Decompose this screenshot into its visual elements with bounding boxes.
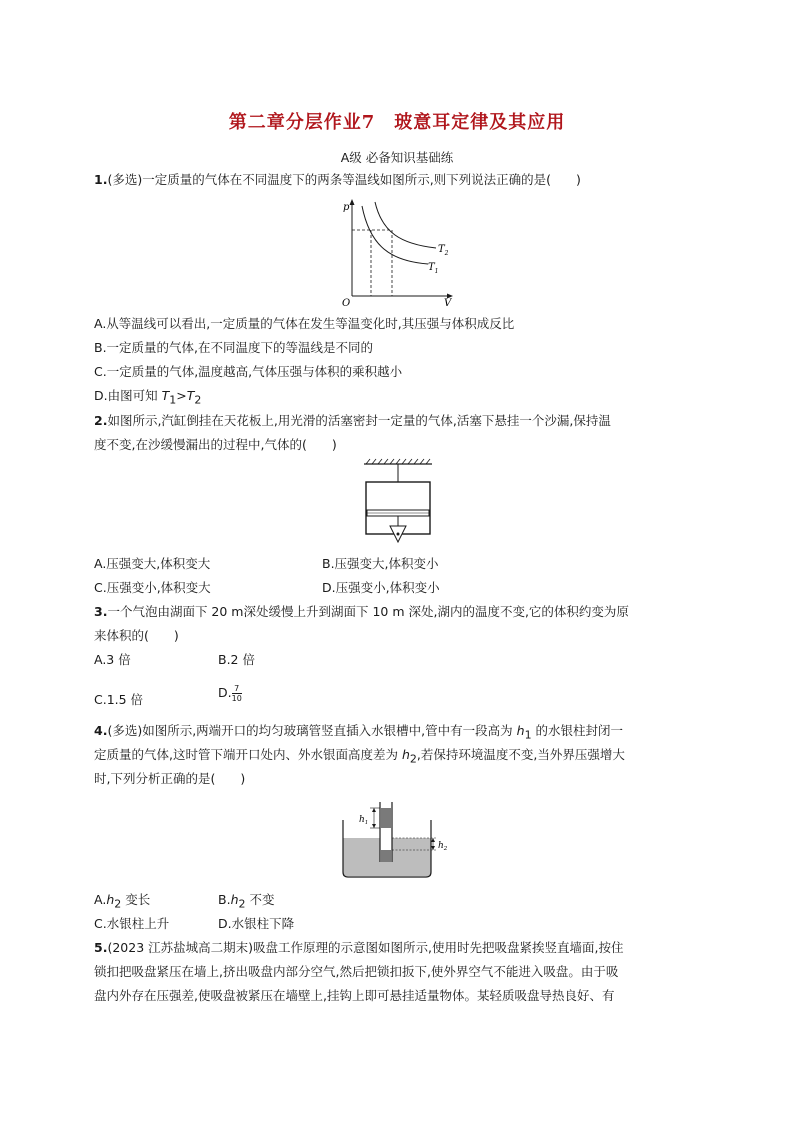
q4-stem-text1b: 的水银柱封闭一 [531,723,624,738]
section-subtitle: A级 必备知识基础练 [340,150,454,165]
q2-stem-line1 [94,413,611,429]
q4-stem-line1 [94,723,623,744]
page-title: 第二章分层作业7 玻意耳定律及其应用 [228,112,566,133]
q1-option-d [94,388,201,409]
q4-stem-line3: 时,下列分析正确的是( ) [94,771,246,786]
q4-option-b [218,892,274,913]
h2-symbol: h [106,892,115,907]
h2-symbol: h [230,892,239,907]
q1-option-c: C.一定质量的气体,温度越高,气体压强与体积的乘积越小 [94,364,403,379]
h2-symbol: h [401,747,410,762]
q4-option-c: C.水银柱上升 [94,916,170,931]
q4-option-d: D.水银柱下降 [218,916,295,931]
t2-subscript: 2 [194,393,202,407]
q2-number: 2. [94,413,108,428]
q3-stem-line2: 来体积的( ) [94,628,179,643]
t1-symbol: T [161,388,170,403]
q5-number: 5. [94,940,108,955]
axis-p-label: p [343,202,350,213]
fraction-numerator: 7 [232,684,242,694]
q1-number: 1. [94,172,108,187]
q4-stem-text2b: ,若保持环境温度不变,当外界压强增大 [416,747,625,762]
q3-option-b: B.2 倍 [218,652,255,667]
isotherm-t2-curve [375,202,436,248]
t1-subscript: 1 [169,393,177,407]
q4-number: 4. [94,723,108,738]
q3-stem-line1 [94,604,629,620]
h2-subscript: 2 [238,897,246,911]
q1-option-d-prefix: D.由图可知 [94,388,162,403]
q5-stem-line1 [94,940,623,956]
fraction [232,684,242,703]
fraction-denominator: 10 [231,694,242,703]
curve-label-t2: $T_2$ [438,244,449,257]
q1-stem-text: (多选)一定质量的气体在不同温度下的两条等温线如图所示,则下列说法正确的是( ) [107,172,581,187]
q4-option-b-text: 不变 [245,892,275,907]
q1-stem [94,172,581,188]
h1-label: $h_1$ [359,815,369,826]
q3-option-d-prefix: D. [218,685,232,700]
q5-stem-text1: (2023 江苏盐城高二期末)吸盘工作原理的示意图如图所示,使用时先把吸盘紧挨竖直墙面,按住 [107,940,624,955]
h1-subscript: 1 [524,728,532,742]
isotherm-graph [330,196,460,309]
q4-option-a [94,892,150,913]
h2-subscript: 2 [409,752,417,766]
q3-option-a: A.3 倍 [94,652,131,667]
hanging-cylinder-figure [362,458,434,548]
q3-stem-text1: 一个气泡由湖面下 20 m深处缓慢上升到湖面下 10 m 深处,湖内的温度不变,它的体积约变为原 [107,604,629,619]
q1-option-a: A.从等温线可以看出,一定质量的气体在发生等温变化时,其压强与体积成反比 [94,316,515,331]
q2-option-b: B.压强变大,体积变小 [322,556,439,571]
origin-label: O [342,298,351,309]
q2-option-c: C.压强变小,体积变大 [94,580,211,595]
greater-than: > [176,388,187,403]
axis-v-label: V [444,298,452,309]
q5-stem-line2: 锁扣把吸盘紧压在墙上,挤出吸盘内部分空气,然后把锁扣扳下,使外界空气不能进入吸盘。由于吸 [94,964,619,979]
q2-option-a: A.压强变大,体积变大 [94,556,211,571]
mercury-column [381,808,391,828]
q5-stem-line3: 盘内外存在压强差,使吸盘被紧压在墙壁上,挂钩上即可悬挂适量物体。某轻质吸盘导热良好、有 [94,988,615,1003]
q3-number: 3. [94,604,108,619]
q4-stem-text1a: (多选)如图所示,两端开口的均匀玻璃管竖直插入水银槽中,管中有一段高为 [107,723,517,738]
q2-stem-line2: 度不变,在沙缓慢漏出的过程中,气体的( ) [94,437,337,452]
q1-option-b: B.一定质量的气体,在不同温度下的等温线是不同的 [94,340,374,355]
q2-option-d: D.压强变小,体积变小 [322,580,440,595]
mercury-tube-figure [340,800,448,880]
t2-symbol: T [186,388,195,403]
curve-label-t1: $T_1$ [428,262,439,275]
h1-symbol: h [516,723,525,738]
q4-option-a-prefix: A. [94,892,107,907]
h2-subscript: 2 [114,897,122,911]
q3-option-c: C.1.5 倍 [94,692,144,707]
q4-stem-text2a: 定质量的气体,这时管下端开口处内、外水银面高度差为 [94,747,402,762]
q4-option-a-text: 变长 [121,892,151,907]
q2-stem-text1: 如图所示,汽缸倒挂在天花板上,用光滑的活塞密封一定量的气体,活塞下悬挂一个沙漏,保持温 [107,413,611,428]
h2-label: $h_2$ [438,841,448,852]
q3-option-d [218,684,242,703]
q4-stem-line2 [94,747,625,768]
q4-option-b-prefix: B. [218,892,231,907]
